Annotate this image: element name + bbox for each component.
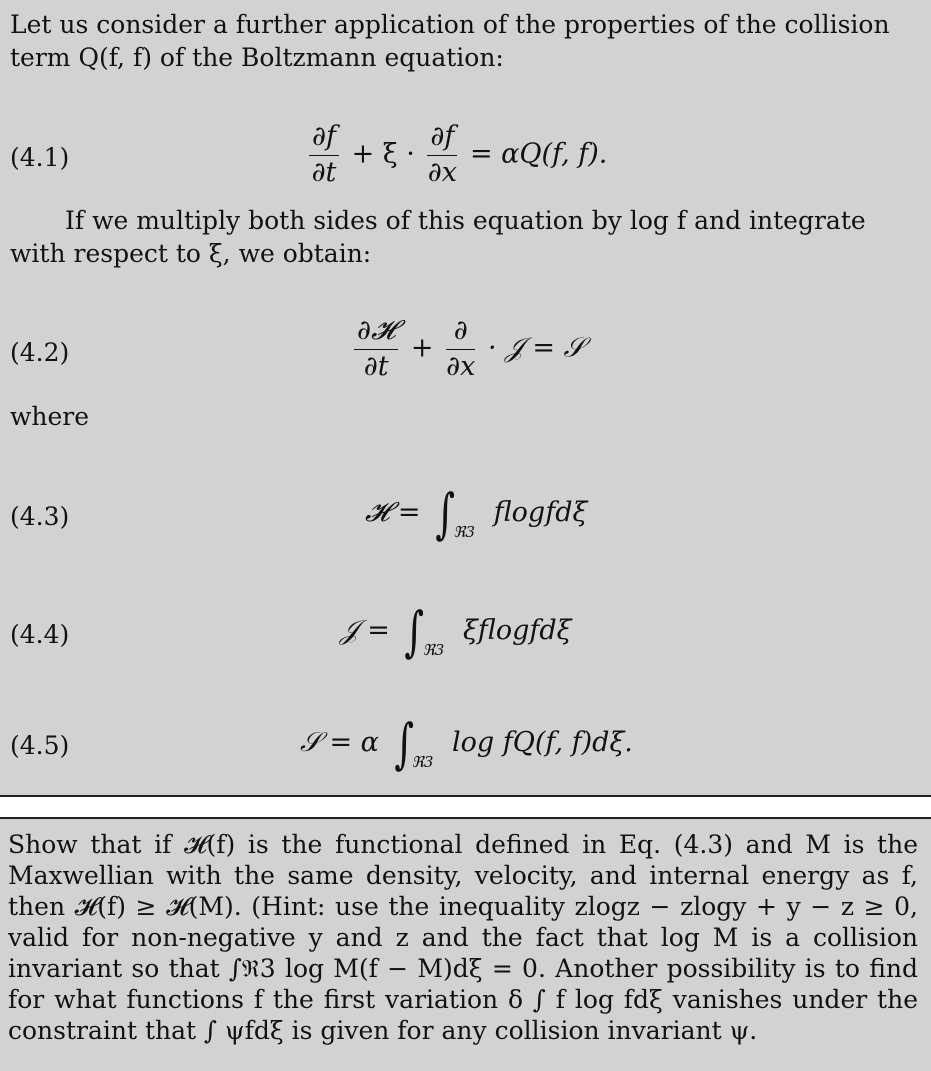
equation-lhs: 𝒥 = — [340, 615, 390, 646]
equation-rhs: = αQ(f, f). — [469, 138, 608, 170]
integral-domain: ℜ3 — [422, 641, 445, 659]
operator: + — [410, 332, 434, 364]
equation-number: (4.2) — [10, 338, 70, 367]
fraction — [446, 316, 475, 382]
intro-paragraph: Let us consider a further application of the properties of the collision term Q(f, f) of the Boltzmann equation: — [10, 10, 890, 72]
numerator: ∂ — [446, 316, 475, 350]
equation-4-4 — [340, 600, 572, 663]
integrand: log fQ(f, f)dξ. — [452, 727, 633, 758]
integral-domain: ℜ3 — [453, 523, 476, 541]
numerator: ∂𝓗 — [354, 316, 398, 350]
problem-panel — [0, 817, 931, 1071]
equation-4-5 — [300, 712, 633, 775]
equation-4-2 — [350, 316, 584, 382]
panel-bottom-border — [0, 795, 931, 797]
numerator: ∂f — [427, 122, 457, 156]
denominator: ∂t — [311, 157, 337, 188]
operator: + ξ · — [351, 138, 415, 170]
problem-statement: Show that if 𝓗(f) is the functional defined in Eq. (4.3) and M is the Maxwellian with the same density, velocity, and internal energy as f, then 𝓗(f) ≥ 𝓗(M). (Hint: use the inequality zlogz − zlogy + y − z ≥ 0, valid for non-negative y and z and the fact that log M is a collision invariant so that ∫ℜ3 log M(f − M)dξ = 0. Another possibility is to find for what functions f the first variation δ ∫ f log fdξ vanishes under the constraint that ∫ ψfdξ is given for any collision invariant ψ. — [8, 830, 918, 1045]
equation-number: (4.5) — [10, 731, 70, 760]
where-label: where — [10, 402, 90, 431]
equation-number: (4.4) — [10, 620, 70, 649]
integral-sign: ∫ — [404, 600, 425, 663]
integral-sign: ∫ — [435, 482, 456, 545]
fraction — [354, 316, 398, 382]
denominator: ∂t — [363, 351, 389, 382]
integral-sign: ∫ — [393, 712, 414, 775]
fraction — [309, 122, 339, 188]
derivation-paragraph: If we multiply both sides of this equation by log f and integrate with respect to ξ, we obtain: — [10, 206, 866, 268]
numerator: ∂f — [309, 122, 339, 156]
equation-rhs: · 𝒥 = 𝒮 — [487, 332, 585, 364]
fraction — [427, 122, 457, 188]
equation-number: (4.1) — [10, 143, 70, 172]
equation-4-1 — [305, 122, 607, 188]
equation-4-3 — [365, 482, 587, 545]
equation-number: (4.3) — [10, 502, 70, 531]
denominator: ∂x — [427, 157, 457, 188]
equation-lhs: 𝒮 = α — [300, 727, 379, 758]
integrand: ξflogfdξ — [462, 615, 572, 646]
denominator: ∂x — [446, 351, 476, 382]
integrand: flogfdξ — [493, 497, 588, 528]
integral-domain: ℜ3 — [411, 753, 434, 771]
equation-lhs: 𝓗 = — [365, 497, 421, 528]
